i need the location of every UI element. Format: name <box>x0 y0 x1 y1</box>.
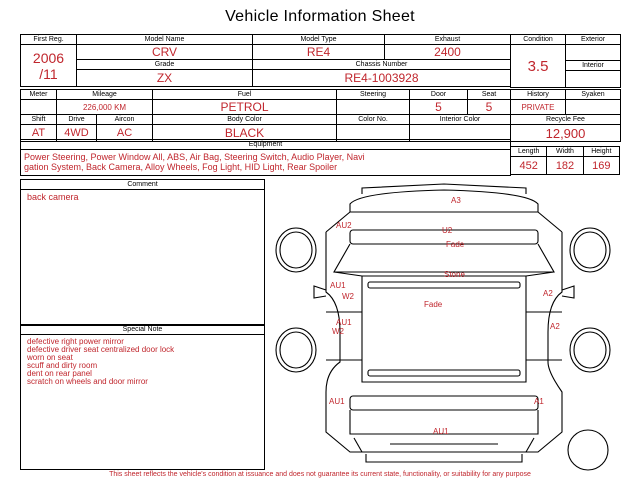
fuel-label: Fuel <box>153 90 337 100</box>
width-label: Width <box>547 147 583 157</box>
damage-mark: Fade <box>446 240 465 249</box>
damage-mark: W2 <box>332 327 344 336</box>
height-value: 169 <box>583 157 619 175</box>
first-reg-month: /11 <box>39 65 58 82</box>
damage-mark: W2 <box>342 292 354 301</box>
car-outline-roof <box>362 276 526 382</box>
condition-label: Condition <box>511 35 566 45</box>
vehicle-info-table <box>20 34 511 87</box>
steering-value <box>337 100 410 115</box>
history-table <box>510 89 621 142</box>
damage-mark: U2 <box>442 226 453 235</box>
wheel-rear-right <box>570 328 610 372</box>
car-outline-body <box>326 232 562 452</box>
model-name-label: Model Name <box>77 35 253 45</box>
damage-mark: AU2 <box>336 221 352 230</box>
interior-color-label: Interior Color <box>410 115 511 125</box>
disclaimer-footer: This sheet reflects the vehicle's condition at issuance and does not guarantee its current state, functionality, or suitability for any purpose <box>109 471 531 478</box>
syaken-label: Syaken <box>566 90 621 100</box>
grade-label: Grade <box>77 60 253 70</box>
first-reg-label: First Reg. <box>21 35 77 45</box>
door-label: Door <box>410 90 468 100</box>
syaken-value <box>566 100 621 115</box>
color-no-label: Color No. <box>337 115 410 125</box>
shift-value: AT <box>21 125 57 142</box>
recycle-fee-label: Recycle Fee <box>511 115 621 125</box>
mileage-label: Mileage <box>57 90 153 100</box>
mileage-value: 226,000 KM <box>57 100 153 115</box>
damage-mark: AU1 <box>330 281 346 290</box>
chassis-label: Chassis Number <box>253 60 511 70</box>
car-outline-rear-bumper <box>366 454 522 462</box>
body-color-label: Body Color <box>153 115 337 125</box>
aircon-label: Aircon <box>97 115 153 125</box>
exterior-label: Exterior <box>566 35 621 45</box>
model-type-label: Model Type <box>253 35 385 45</box>
damage-mark: Stone <box>444 270 465 279</box>
vehicle-details-table <box>20 89 511 142</box>
comment-text: back camera <box>27 192 79 202</box>
damage-mark: AU1 <box>329 397 345 406</box>
car-outline-front <box>350 190 538 212</box>
damage-mark: A2 <box>543 289 553 298</box>
seat-value: 5 <box>468 100 511 115</box>
grade-value: ZX <box>77 70 253 87</box>
exhaust-label: Exhaust <box>385 35 511 45</box>
meter-value <box>21 100 57 115</box>
recycle-fee-value: 12,900 <box>511 125 621 142</box>
wheel-front-right <box>570 228 610 272</box>
exhaust-value: 2400 <box>385 45 511 60</box>
model-type-value: RE4 <box>253 45 385 60</box>
meter-label: Meter <box>21 90 57 100</box>
equipment-value: Power Steering, Power Window All, ABS, Air Bag, Steering Switch, Audio Player, Navi gation System, Back Camera, Alloy Wheels, Fog Light, HID Light, Rear Spoiler <box>24 152 365 172</box>
dimensions-table <box>510 146 620 175</box>
length-label: Length <box>511 147 547 157</box>
first-reg-year: 2006 <box>32 49 65 66</box>
chassis-value: RE4-1003928 <box>253 70 511 87</box>
fuel-value: PETROL <box>153 100 337 115</box>
condition-table <box>510 34 621 88</box>
damage-mark: AU1 <box>336 318 352 327</box>
exterior-value <box>566 45 621 61</box>
width-value: 182 <box>547 157 583 175</box>
history-label: History <box>511 90 566 100</box>
first-reg-value <box>21 45 77 87</box>
damage-mark: A2 <box>550 322 560 331</box>
interior-value <box>566 71 621 88</box>
comment-box <box>20 179 265 326</box>
shift-label: Shift <box>21 115 57 125</box>
special-note-box <box>20 324 265 470</box>
door-value: 5 <box>410 100 468 115</box>
wheel-front-left <box>276 228 316 272</box>
aircon-value: AC <box>97 125 153 142</box>
damage-mark: AU1 <box>433 427 449 436</box>
damage-mark: A3 <box>451 196 461 205</box>
car-outline-rear-window <box>350 396 538 410</box>
steering-label: Steering <box>337 90 410 100</box>
equipment-box <box>20 139 511 176</box>
body-color-value: BLACK <box>153 125 337 142</box>
condition-value: 3.5 <box>511 45 566 88</box>
wheel-rear-left <box>276 328 316 372</box>
height-label: Height <box>583 147 619 157</box>
damage-mark: A1 <box>534 397 544 406</box>
drive-value: 4WD <box>57 125 97 142</box>
seat-label: Seat <box>468 90 511 100</box>
comment-label: Comment <box>21 180 264 190</box>
length-value: 452 <box>511 157 547 175</box>
special-note-label: Special Note <box>21 325 264 335</box>
equipment-label: Equipment <box>21 140 510 150</box>
history-value: PRIVATE <box>511 100 566 115</box>
interior-label: Interior <box>566 61 621 71</box>
damage-mark: Fade <box>424 300 443 309</box>
drive-label: Drive <box>57 115 97 125</box>
spare-tyre <box>568 430 608 470</box>
model-name-value: CRV <box>77 45 253 60</box>
special-note-text: defective right power mirror defective driver seat centralized door lock worn on seat scuff and dirty room dent on rear panel scratch on wheels and door mirror <box>27 337 175 386</box>
sheet-title: Vehicle Information Sheet <box>225 8 415 25</box>
car-outline-front-bumper <box>362 184 526 194</box>
